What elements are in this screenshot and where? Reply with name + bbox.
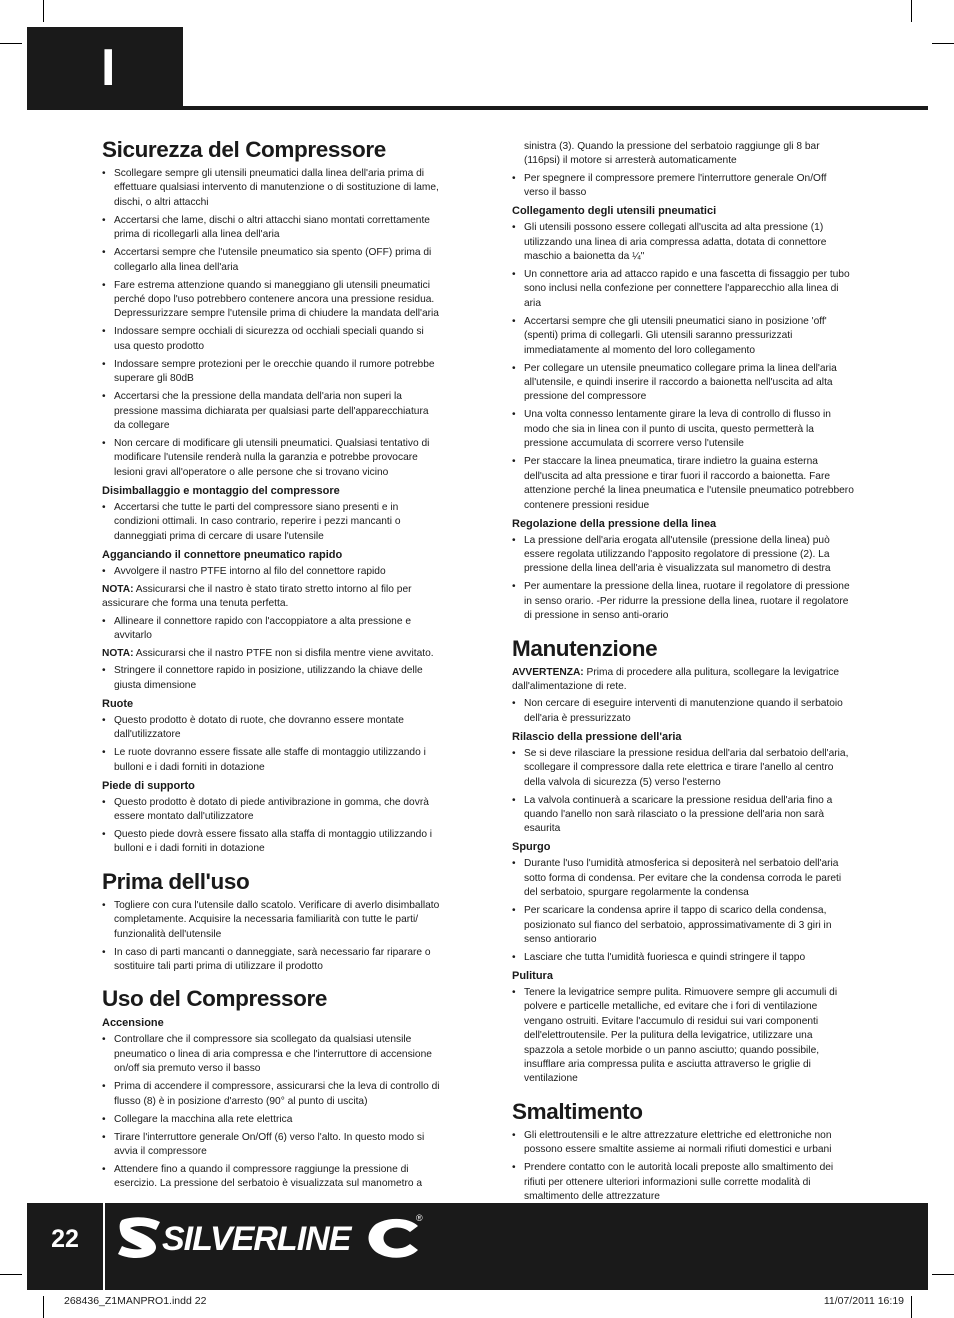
crop-mark [0,1274,22,1275]
crop-mark [43,0,44,22]
safety-list [102,167,442,480]
language-code: I [101,39,116,97]
crop-mark [911,0,912,22]
list-item: • Accertarsi che lame, dischi o altri attacchi siano montati correttamente prima di ricollegarli alla linea dell'aria [102,214,442,243]
list-item: • Durante l'uso l'umidità atmosferica si depositerà nel serbatoio dell'aria sotto forma di condensa. Per evitare che la condensa corroda le pareti del serbatoio, spurgare regolarmente la condensa [512,857,854,900]
section-title-before-use: Prima dell'uso [102,868,250,894]
list-item: • Per scaricare la condensa aprire il tappo di scarico della condensa, posizionato sul fianco del serbatoio, approssimativamente di 3 giri in senso antiorario [512,904,854,947]
list-item: • Le ruote dovranno essere fissate alle staffe di montaggio utilizzando i bulloni e i dadi forniti in dotazione [102,746,442,775]
list-item: • Per staccare la linea pneumatica, tirare indietro la guaina esterna dell'uscita ad alta pressione e tirar fuori il raccordo a baionetta. Fare attenzione perché la linea pneumatica e l'utensile pneumatico potrebbero contenere pressioni residue [512,455,854,513]
connector-list [102,565,442,579]
foot-list [102,796,442,857]
list-item: • Togliere con cura l'utensile dallo scatolo. Verificare di averlo disimballato completamente. Acquisire la necessaria familiarità con tutte le parti/ funzionalità dell'utensile [102,899,442,942]
subheading-connecting-tools: Collegamento degli utensili pneumatici [512,205,717,218]
list-item: • Se si deve rilasciare la pressione residua dell'aria dal serbatoio dell'aria, scollegare il compressore dalla rete elettrica e tirare l'anello al centro della valvola di sicurezza (5) verso l'esterno [512,747,854,790]
list-item: • Stringere il connettore rapido in posizione, utilizzando la chiave delle giusta dimensione [102,664,442,693]
operation-list-continued [512,172,854,201]
crop-mark [911,1296,912,1318]
list-item: • Per collegare un utensile pneumatico collegare prima la linea dell'aria all'utensile, e quindi inserire il raccordo a baionetta nell'uscita ad alta pressione del compressore [512,362,854,405]
list-item: • Per aumentare la pressione della linea, ruotare il regolatore di pressione in senso orario. -Per ridurre la pressione della linea, ruotare il regolatore di pressione in senso anti-orario [512,580,854,623]
note-paragraph [102,647,442,661]
list-item: • Collegare la macchina alla rete elettrica [102,1113,442,1127]
list-item: • Gli elettroutensili e le altre attrezzature elettriche ed elettroniche non possono essere smaltite assieme ai normali rifiuti domestici e urbani [512,1129,854,1158]
crop-mark [932,1274,954,1275]
list-item: • Accertarsi sempre che l'utensile pneumatico sia spento (OFF) prima di collegarlo alla linea dell'aria [102,246,442,275]
connector-list [102,664,442,693]
list-item: • Lasciare che tutta l'umidità fuoriesca e quindi stringere il tappo [512,951,854,965]
list-item: • Tenere la levigatrice sempre pulita. Rimuovere sempre gli accumuli di polvere e particelle metalliche, ed evitare che i fori di ventilazione vengano ostruiti. Evitare l'accumulo di residui sui vari componenti dell'elettroutensile. Per la pulitura della levigatrice, utilizzare una spazzola a setole morbide o un panno asciutto; quando possibile, insufflare aria compressa pulita e asciutta attraverso le griglie di ventilazione [512,986,854,1087]
subheading-draining: Spurgo [512,841,551,854]
continued-text: sinistra (3). Quando la pressione del serbatoio raggiunge gli 8 bar (116psi) il motore si arresterà automaticamente [524,141,820,167]
list-item: • Questo prodotto è dotato di ruote, che dovranno essere montate dall'utilizzatore [102,714,442,743]
connector-list [102,615,442,644]
subheading-switching-on: Accensione [102,1017,164,1030]
brand-wordmark: SILVERLINE [162,1220,351,1258]
section-title-operation: Uso del Compressore [102,986,327,1012]
list-item: • Prima di accendere il compressore, assicurarsi che la leva di controllo di flusso (8) è in posizione d'arresto (90° al punto di uscita) [102,1080,442,1109]
list-item: • Attendere fino a quando il compressore raggiunge la pressione di esercizio. La pressione del serbatoio è visualizzata sul manometro a [102,1163,442,1192]
subheading-quick-connector: Agganciando il connettore pneumatico rapido [102,548,343,561]
note-label: NOTA: [102,647,134,659]
list-item: • Prendere contatto con le autorità locali preposte allo smaltimento dei rifiuti per ottenere ulteriori informazioni sulle corrette modalità di smaltimento delle attrezzature [512,1161,854,1204]
list-item: • Una volta connesso lentamente girare la leva di controllo di flusso in modo che sia in linea con il punto di uscita, questo permetterà la pressione accumulata di scorrere verso l'utensile [512,408,854,451]
right-column [512,140,854,1208]
subheading-foot: Piede di supporto [102,779,195,792]
section-title-safety: Sicurezza del Compressore [102,137,386,162]
list-item: • Accertarsi che tutte le parti del compressore siano presenti e in condizioni ottimali. In caso contrario, reperire i pezzi mancanti o danneggiati prima di cercare di usare l'utensile [102,501,442,544]
list-item: • Avvolgere il nastro PTFE intorno al filo del connettore rapido [102,565,442,579]
warning-text: Prima di procedere alla pulitura, scollegare la levigatrice dall'alimentazione di rete. [512,666,840,692]
page-number: 22 [51,1225,79,1253]
operation-list [102,1033,442,1191]
date-info: 11/07/2011 16:19 [823,1295,904,1307]
note-text: Assicurarsi che il nastro è stato tirato stretto intorno al filo per assicurare che forma una tenuta perfetta. [102,583,412,610]
header-rule [183,106,928,110]
cleaning-list [512,986,854,1087]
wheels-list [102,714,442,775]
maintenance-list [512,697,854,726]
list-item: • Gli utensili possono essere collegati all'uscita ad alta pressione (1) utilizzando una linea di aria compressa adatta, dotata di connettore maschio a baionetta da ¼" [512,221,854,264]
note-label: NOTA: [102,583,134,595]
crop-mark [932,43,954,44]
subheading-air-release: Rilascio della pressione dell'aria [512,730,682,743]
line-pressure-list [512,534,854,624]
section-title-disposal: Smaltimento [512,1098,643,1124]
list-item: • Un connettore aria ad attacco rapido e una fascetta di fissaggio per tubo sono inclusi nella confezione per connettere l'apparecchio alla linea di aria [512,268,854,311]
note-paragraph [102,583,442,612]
list-item: • Controllare che il compressore sia scollegato da qualsiasi utensile pneumatico o linea di aria compressa e che l'interruttore di accensione on/off sia premuto verso il basso [102,1033,442,1076]
section-title-maintenance: Manutenzione [512,635,658,661]
registered-mark: ® [416,1213,423,1223]
language-tab [27,27,183,110]
list-item: • Non cercare di eseguire interventi di manutenzione quando il serbatoio dell'aria è pressurizzato [512,697,854,726]
warning-label: AVVERTENZA: [512,666,584,678]
file-info: 268436_Z1MANPRO1.indd 22 [64,1295,207,1307]
crop-mark [43,1296,44,1318]
note-text: Assicurarsi che il nastro PTFE non si disfila mentre viene avvitato. [133,647,434,659]
list-item: • Fare estrema attenzione quando si maneggiano gli utensili pneumatici perché dopo l'uso potrebbero contenere ancora una pressione residua. Depressurizzare sempre l'utensile prima di chiudere la mandata dell'aria [102,279,442,322]
list-item: • Indossare sempre protezioni per le orecchie quando il rumore potrebbe superare gli 80dB [102,358,442,387]
list-item: • Questo piede dovrà essere fissato alla staffa di montaggio utilizzando i bulloni e i dadi forniti in dotazione [102,828,442,857]
list-item: • La pressione dell'aria erogata all'utensile (pressione della linea) può essere regolata utilizzando l'apposito regolatore di pressione (2). La pressione della linea dell'aria è visualizzata sul manometro di destra [512,534,854,577]
before-use-list [102,899,442,975]
list-item: • Accertarsi sempre che gli utensili pneumatici siano in posizione 'off' (spenti) prima di collegarli. Gli utensili saranno pressurizzati immediatamente al momento del loro collegamento [512,315,854,358]
disposal-list [512,1129,854,1205]
list-item: • Non cercare di modificare gli utensili pneumatici. Qualsiasi tentativo di modificare l'utensile renderà nulla la garanzia e potrebbe provocare lesioni gravi all'operatore o alle persone che si trovano vicino [102,437,442,480]
crop-mark [0,43,22,44]
subheading-wheels: Ruote [102,697,134,710]
list-item: • La valvola continuerà a scaricare la pressione residua dell'aria fino a quando l'anello non sarà rilasciato o la pressione dell'aria non sarà esaurita [512,794,854,837]
connecting-list [512,221,854,513]
silverline-logo [118,1212,428,1262]
list-item: • In caso di parti mancanti o danneggiate, sarà necessario far riparare o sostituire tali parti prima di utilizzare il prodotto [102,946,442,975]
subheading-line-pressure: Regolazione della pressione della linea [512,517,717,530]
list-item: • Tirare l'interruttore generale On/Off (6) verso l'alto. In questo modo si avvia il compressore [102,1131,442,1160]
footer-divider [103,1203,105,1290]
subheading-cleaning: Pulitura [512,970,553,982]
list-item: • Per spegnere il compressore premere l'interruttore generale On/Off verso il basso [512,172,854,201]
left-column [102,137,442,1195]
unpacking-list [102,501,442,544]
list-item: • Indossare sempre occhiali di sicurezza od occhiali speciali quando si usa questo prodotto [102,325,442,354]
list-item: • Questo prodotto è dotato di piede antivibrazione in gomma, che dovrà essere montato dall'utilizzatore [102,796,442,825]
warning-paragraph [512,666,854,695]
list-item: • Allineare il connettore rapido con l'accoppiatore a alta pressione e avvitarlo [102,615,442,644]
air-release-list [512,747,854,837]
list-item: • Scollegare sempre gli utensili pneumatici dalla linea dell'aria prima di effettuare qualsiasi intervento di manutenzione o di sostituzione di lame, dischi, o altri attacchi [102,167,442,210]
draining-list [512,857,854,965]
subheading-unpacking: Disimballaggio e montaggio del compressore [102,484,340,497]
list-item: • Accertarsi che la pressione della mandata dell'aria non superi la pressione massima dichiarata per qualsiasi parte dell'apparecchiatura da collegare [102,390,442,433]
